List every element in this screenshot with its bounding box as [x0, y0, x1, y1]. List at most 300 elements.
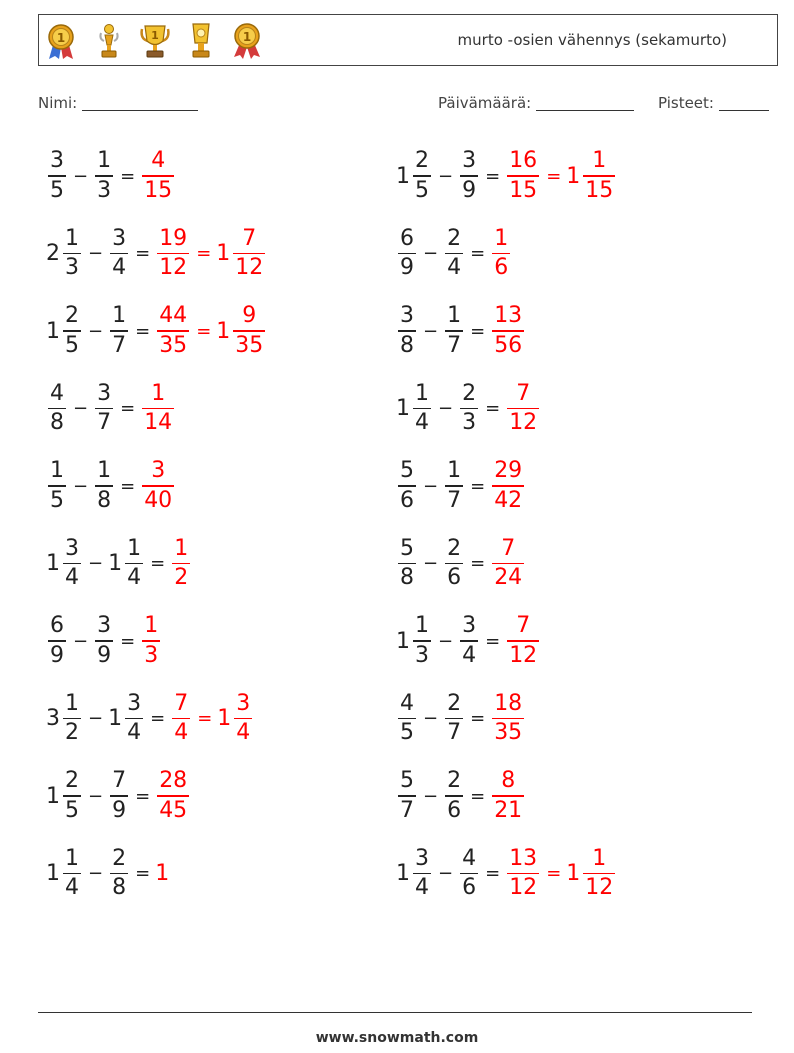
- answer-fraction-bar: [234, 718, 252, 720]
- answer-whole: 1: [566, 861, 581, 886]
- subtrahend-number: [108, 845, 130, 901]
- trophy-column-icon: [185, 21, 217, 61]
- answer-denominator: 12: [159, 255, 188, 281]
- minuend-numerator: 1: [415, 613, 429, 639]
- subtrahend-fraction-bar: [95, 175, 113, 177]
- answer-denominator: 12: [585, 875, 614, 901]
- minuend-fraction-bar: [48, 485, 66, 487]
- minus-sign: −: [423, 475, 439, 497]
- minuend-number: [396, 690, 418, 746]
- minuend-denominator: 7: [400, 797, 414, 823]
- minuend-denominator: 4: [65, 565, 79, 591]
- answer-number: [216, 225, 267, 281]
- answer-fraction-bar: [507, 175, 539, 177]
- subtrahend-fraction: [125, 690, 143, 746]
- answer-fraction: [142, 615, 160, 667]
- minuend-fraction: [48, 615, 66, 667]
- answer-number: [490, 305, 526, 357]
- minuend-fraction-bar: [413, 408, 431, 410]
- answer: [505, 150, 617, 202]
- subtrahend-numerator: 3: [462, 613, 477, 639]
- answer-denominator: 12: [509, 875, 538, 901]
- answer-number: [155, 770, 191, 822]
- answer-denominator: 12: [509, 410, 538, 436]
- answer: [505, 615, 541, 667]
- minuend-whole: 2: [46, 241, 60, 266]
- minuend-numerator: 2: [415, 148, 429, 174]
- minuend-fraction: [413, 845, 431, 901]
- subtrahend-denominator: 7: [112, 332, 127, 358]
- minuend-fraction-bar: [398, 330, 416, 332]
- answer-fraction-bar: [492, 485, 524, 487]
- minuend-whole: 1: [396, 628, 410, 654]
- subtrahend-fraction: [445, 305, 463, 357]
- score-label: Pisteet:: [658, 94, 714, 112]
- subtrahend-numerator: 1: [112, 303, 127, 329]
- subtrahend-fraction: [460, 150, 478, 202]
- minuend-numerator: 1: [65, 225, 79, 251]
- answer-numerator: 13: [509, 845, 538, 871]
- answer-fraction: [583, 150, 615, 202]
- minuend-fraction-bar: [413, 175, 431, 177]
- subtrahend-number: [93, 615, 115, 667]
- minuend-numerator: 4: [400, 690, 414, 716]
- subtrahend-fraction: [445, 460, 463, 512]
- minuend-denominator: 5: [400, 720, 414, 746]
- subtrahend-numerator: 3: [97, 613, 112, 639]
- minus-sign: −: [88, 243, 104, 264]
- minuend-fraction-bar: [398, 795, 416, 797]
- svg-text:1: 1: [242, 30, 252, 44]
- answer-fraction-bar: [142, 175, 174, 177]
- equals-sign: =: [150, 553, 166, 574]
- subtrahend-fraction-bar: [445, 563, 463, 565]
- subtrahend-fraction: [95, 615, 113, 667]
- minuend-number: [396, 535, 418, 591]
- answer: [155, 770, 191, 822]
- minus-sign: −: [73, 475, 89, 497]
- answer-number: [170, 535, 192, 591]
- answer-denominator: 4: [236, 720, 251, 746]
- subtrahend-numerator: 2: [447, 225, 462, 251]
- minuend-number: [46, 460, 68, 512]
- minuend-fraction: [48, 460, 66, 512]
- answer-number: [140, 150, 176, 202]
- equals-sign: =: [120, 398, 136, 419]
- answer: [490, 535, 526, 591]
- answer-denominator: 40: [144, 487, 173, 513]
- subtrahend-fraction: [95, 380, 113, 436]
- minuend-fraction: [398, 770, 416, 822]
- minuend-fraction-bar: [398, 563, 416, 565]
- minus-sign: −: [73, 165, 89, 187]
- date-blank[interactable]: [536, 96, 634, 111]
- answer-numerator: 7: [242, 225, 257, 251]
- equals-sign: =: [470, 475, 486, 497]
- subtrahend-number: [108, 225, 130, 281]
- subtrahend-fraction: [460, 615, 478, 667]
- subtrahend-denominator: 6: [462, 875, 477, 901]
- minuend-number: [46, 380, 68, 436]
- subtrahend-fraction-bar: [110, 795, 128, 797]
- minuend-denominator: 5: [50, 177, 64, 203]
- subtrahend-fraction-bar: [460, 408, 478, 410]
- answer-fraction-bar: [583, 175, 615, 177]
- answer-whole: 1: [216, 318, 231, 344]
- subtrahend-fraction: [445, 535, 463, 591]
- minuend-numerator: 6: [50, 613, 64, 639]
- subtrahend-fraction-bar: [125, 718, 143, 720]
- equals-sign: =: [470, 785, 486, 807]
- minuend-denominator: 8: [400, 332, 414, 358]
- minuend-number: [46, 150, 68, 202]
- subtrahend-fraction-bar: [460, 873, 478, 875]
- minuend-number: [46, 615, 68, 667]
- minuend-numerator: 1: [50, 458, 64, 484]
- subtrahend-number: [93, 380, 115, 436]
- minus-sign: −: [88, 320, 104, 342]
- minuend-number: [396, 460, 418, 512]
- minuend-denominator: 9: [400, 255, 414, 281]
- subtrahend-fraction: [460, 380, 478, 436]
- subtrahend-denominator: 9: [97, 642, 112, 668]
- subtrahend-number: [108, 305, 130, 357]
- problem-item: [396, 764, 526, 828]
- subtrahend-number: [443, 225, 465, 281]
- subtrahend-fraction: [125, 535, 143, 591]
- minuend-denominator: 5: [50, 487, 64, 513]
- answer-numerator: 7: [174, 690, 189, 716]
- answer-fraction-bar: [142, 408, 174, 410]
- answer-fraction-bar: [233, 253, 265, 255]
- problem-item: [396, 222, 512, 286]
- answer-fraction: [507, 615, 539, 667]
- subtrahend-denominator: 9: [462, 177, 477, 203]
- minuend-whole: 1: [46, 861, 60, 886]
- answer-fraction-bar: [507, 640, 539, 642]
- subtrahend-numerator: 2: [462, 380, 477, 406]
- minuend-numerator: 5: [400, 535, 414, 561]
- minuend-numerator: 2: [65, 768, 79, 794]
- subtrahend-fraction-bar: [110, 330, 128, 332]
- answer-number: [490, 770, 526, 822]
- svg-text:1: 1: [56, 31, 66, 45]
- answer-fraction: [507, 380, 539, 436]
- minuend-number: [46, 690, 83, 746]
- minus-sign: −: [88, 863, 104, 884]
- answer-number: [170, 690, 192, 746]
- answer: [490, 460, 526, 512]
- answer-number: [217, 690, 254, 746]
- answer-fraction: [492, 770, 524, 822]
- subtrahend-fraction: [445, 690, 463, 746]
- minuend-fraction-bar: [398, 253, 416, 255]
- subtrahend-denominator: 4: [447, 255, 462, 281]
- minuend-number: [46, 535, 83, 591]
- answer-number: [505, 615, 541, 667]
- answer: [490, 305, 526, 357]
- answer: [155, 225, 267, 281]
- minus-sign: −: [423, 320, 439, 342]
- equals-sign: =: [485, 863, 501, 884]
- minuend-number: [46, 305, 83, 357]
- minuend-fraction-bar: [413, 873, 431, 875]
- subtrahend-number: [458, 150, 480, 202]
- medal-1-icon: [45, 21, 77, 61]
- answer-fraction-bar: [142, 640, 160, 642]
- equals-sign: =: [135, 863, 151, 884]
- minuend-number: [396, 615, 433, 667]
- minuend-fraction-bar: [398, 718, 416, 720]
- problem-item: [46, 222, 267, 286]
- subtrahend-number: [108, 770, 130, 822]
- answer-numerator: 1: [494, 225, 509, 251]
- score-blank[interactable]: [719, 96, 769, 111]
- subtrahend-numerator: 2: [447, 535, 462, 561]
- equals-sign: =: [120, 165, 136, 187]
- subtrahend-fraction: [110, 845, 128, 901]
- subtrahend-denominator: 6: [447, 797, 462, 823]
- answer-whole: 1: [217, 706, 232, 731]
- answer-fraction-bar: [157, 795, 189, 797]
- minuend-fraction-bar: [63, 795, 81, 797]
- answer-number: [216, 305, 267, 357]
- worksheet-header: [38, 14, 778, 66]
- subtrahend-number: [93, 460, 115, 512]
- minus-sign: −: [88, 708, 104, 729]
- answer-numerator: 7: [516, 613, 531, 639]
- answer-denominator: 24: [494, 565, 523, 591]
- subtrahend-fraction: [95, 150, 113, 202]
- answer-fraction: [157, 225, 189, 281]
- minus-sign: −: [73, 630, 89, 652]
- answer: [155, 305, 267, 357]
- subtrahend-denominator: 8: [112, 875, 127, 901]
- minuend-fraction: [413, 380, 431, 436]
- problem-item: [396, 532, 526, 596]
- answer-numerator: 7: [501, 535, 516, 561]
- answer-fraction: [142, 460, 174, 512]
- answer-denominator: 6: [494, 255, 509, 281]
- answer-numerator: 8: [501, 768, 516, 794]
- answer-number: [505, 150, 541, 202]
- answer-numerator: 18: [494, 690, 523, 716]
- subtrahend-numerator: 2: [447, 768, 462, 794]
- minuend-fraction: [63, 845, 81, 901]
- answer: [490, 225, 512, 281]
- answer-whole: 1: [216, 241, 231, 266]
- minuend-fraction-bar: [63, 873, 81, 875]
- answer-fraction-bar: [233, 330, 265, 332]
- subtrahend-numerator: 3: [462, 148, 477, 174]
- answer: [140, 460, 176, 512]
- minuend-number: [396, 225, 418, 281]
- minuend-fraction: [63, 690, 81, 746]
- subtrahend-fraction-bar: [110, 873, 128, 875]
- answer-fraction-bar: [507, 873, 539, 875]
- answer-numerator: 19: [159, 225, 188, 251]
- minuend-fraction: [63, 770, 81, 822]
- answer-fraction: [507, 150, 539, 202]
- minuend-fraction-bar: [63, 253, 81, 255]
- minus-sign: −: [438, 863, 454, 884]
- answer-denominator: 14: [144, 410, 173, 436]
- subtrahend-fraction-bar: [125, 563, 143, 565]
- problem-item: [46, 687, 254, 751]
- problem-item: [396, 842, 617, 906]
- minuend-numerator: 3: [50, 148, 64, 174]
- subtrahend-fraction-bar: [95, 640, 113, 642]
- answer-number: [155, 861, 170, 886]
- minuend-numerator: 4: [50, 380, 64, 406]
- answer-equals-sign: =: [546, 165, 562, 187]
- answer-equals-sign: =: [197, 708, 213, 729]
- subtrahend-number: [93, 150, 115, 202]
- minus-sign: −: [88, 553, 104, 574]
- equals-sign: =: [485, 630, 501, 652]
- equals-sign: =: [150, 708, 166, 729]
- subtrahend-fraction: [110, 770, 128, 822]
- equals-sign: =: [135, 320, 151, 342]
- equals-sign: =: [120, 475, 136, 497]
- subtrahend-fraction-bar: [445, 330, 463, 332]
- footer-url: www.snowmath.com: [315, 1030, 479, 1046]
- answer: [140, 615, 162, 667]
- answer-fraction-bar: [157, 330, 189, 332]
- name-blank[interactable]: [82, 96, 198, 111]
- answer-numerator: 4: [151, 148, 166, 174]
- minuend-fraction-bar: [63, 718, 81, 720]
- name-label: Nimi:: [38, 94, 78, 112]
- minus-sign: −: [423, 785, 439, 807]
- subtrahend-fraction: [110, 225, 128, 281]
- subtrahend-number: [443, 460, 465, 512]
- answer-fraction-bar: [583, 873, 615, 875]
- subtrahend-fraction-bar: [95, 485, 113, 487]
- answer-fraction: [142, 150, 174, 202]
- answer-fraction: [492, 225, 510, 281]
- answer-number: [490, 460, 526, 512]
- minuend-numerator: 6: [400, 225, 414, 251]
- minuend-denominator: 3: [415, 642, 429, 668]
- problem-item: [46, 842, 170, 906]
- worksheet-title: murto -osien vähennys (sekamurto): [457, 31, 727, 49]
- minus-sign: −: [88, 785, 104, 807]
- subtrahend-denominator: 4: [127, 565, 142, 591]
- problem-item: [46, 532, 192, 596]
- answer: [490, 690, 526, 746]
- answer-denominator: 2: [174, 565, 189, 591]
- answer-fraction: [492, 305, 524, 357]
- subtrahend-denominator: 3: [97, 177, 112, 203]
- subtrahend-denominator: 4: [127, 720, 142, 746]
- answer-number: [490, 535, 526, 591]
- subtrahend-fraction-bar: [460, 175, 478, 177]
- answer-fraction-bar: [492, 253, 510, 255]
- subtrahend-fraction-bar: [460, 640, 478, 642]
- answer: [505, 380, 541, 436]
- minuend-denominator: 8: [50, 410, 64, 436]
- answer-denominator: 35: [494, 720, 523, 746]
- answer-fraction-bar: [492, 718, 524, 720]
- answer-numerator: 16: [509, 148, 538, 174]
- answer-whole: 1: [566, 163, 581, 189]
- minuend-number: [46, 770, 83, 822]
- subtrahend-denominator: 4: [112, 255, 127, 281]
- minuend-fraction: [413, 615, 431, 667]
- subtrahend-number: [458, 380, 480, 436]
- subtrahend-denominator: 9: [112, 797, 127, 823]
- subtrahend-number: [458, 615, 480, 667]
- answer-fraction: [157, 770, 189, 822]
- equals-sign: =: [135, 785, 151, 807]
- answer-fraction-bar: [157, 253, 189, 255]
- minuend-denominator: 4: [65, 875, 79, 901]
- answer-denominator: 45: [159, 797, 188, 823]
- subtrahend-numerator: 1: [97, 458, 112, 484]
- answer-numerator: 1: [144, 613, 159, 639]
- subtrahend-fraction-bar: [445, 795, 463, 797]
- answer-fraction: [583, 845, 615, 901]
- subtrahend-number: [458, 845, 480, 901]
- subtrahend-number: [443, 305, 465, 357]
- subtrahend-denominator: 7: [447, 487, 462, 513]
- answer: [155, 861, 170, 886]
- answer-numerator: 1: [592, 845, 607, 871]
- answer-whole: 1: [155, 861, 170, 886]
- subtrahend-numerator: 7: [112, 768, 127, 794]
- equals-sign: =: [470, 708, 486, 729]
- minuend-denominator: 5: [65, 797, 79, 823]
- answer-numerator: 13: [494, 303, 523, 329]
- answer-fraction-bar: [492, 795, 524, 797]
- answer-denominator: 12: [509, 642, 538, 668]
- minuend-whole: 1: [46, 783, 60, 809]
- problem-item: [46, 454, 176, 518]
- svg-text:1: 1: [151, 29, 159, 42]
- subtrahend-numerator: 2: [112, 845, 127, 871]
- answer-fraction: [507, 845, 539, 901]
- minuend-denominator: 5: [415, 177, 429, 203]
- answer-numerator: 3: [151, 458, 166, 484]
- answer-equals-sign: =: [196, 243, 212, 264]
- answer-number: [155, 225, 191, 281]
- answer-denominator: 15: [144, 177, 173, 203]
- subtrahend-numerator: 1: [447, 458, 462, 484]
- answer-denominator: 4: [174, 720, 189, 746]
- minus-sign: −: [438, 165, 454, 187]
- answer-numerator: 44: [159, 303, 188, 329]
- answer-fraction: [492, 535, 524, 591]
- minuend-fraction: [398, 690, 416, 746]
- minuend-fraction: [63, 305, 81, 357]
- minuend-fraction-bar: [63, 563, 81, 565]
- answer-denominator: 15: [509, 177, 538, 203]
- score-field: [658, 94, 769, 112]
- minuend-numerator: 5: [400, 458, 414, 484]
- equals-sign: =: [485, 398, 501, 419]
- answer-denominator: 35: [159, 332, 188, 358]
- answer-numerator: 9: [242, 303, 257, 329]
- subtrahend-denominator: 8: [97, 487, 112, 513]
- problem-item: [396, 454, 526, 518]
- answer-number: [155, 305, 191, 357]
- subtrahend-fraction-bar: [445, 485, 463, 487]
- minuend-whole: 1: [396, 163, 410, 189]
- answer-number: [490, 225, 512, 281]
- answer-fraction-bar: [172, 563, 190, 565]
- minuend-denominator: 3: [65, 255, 79, 281]
